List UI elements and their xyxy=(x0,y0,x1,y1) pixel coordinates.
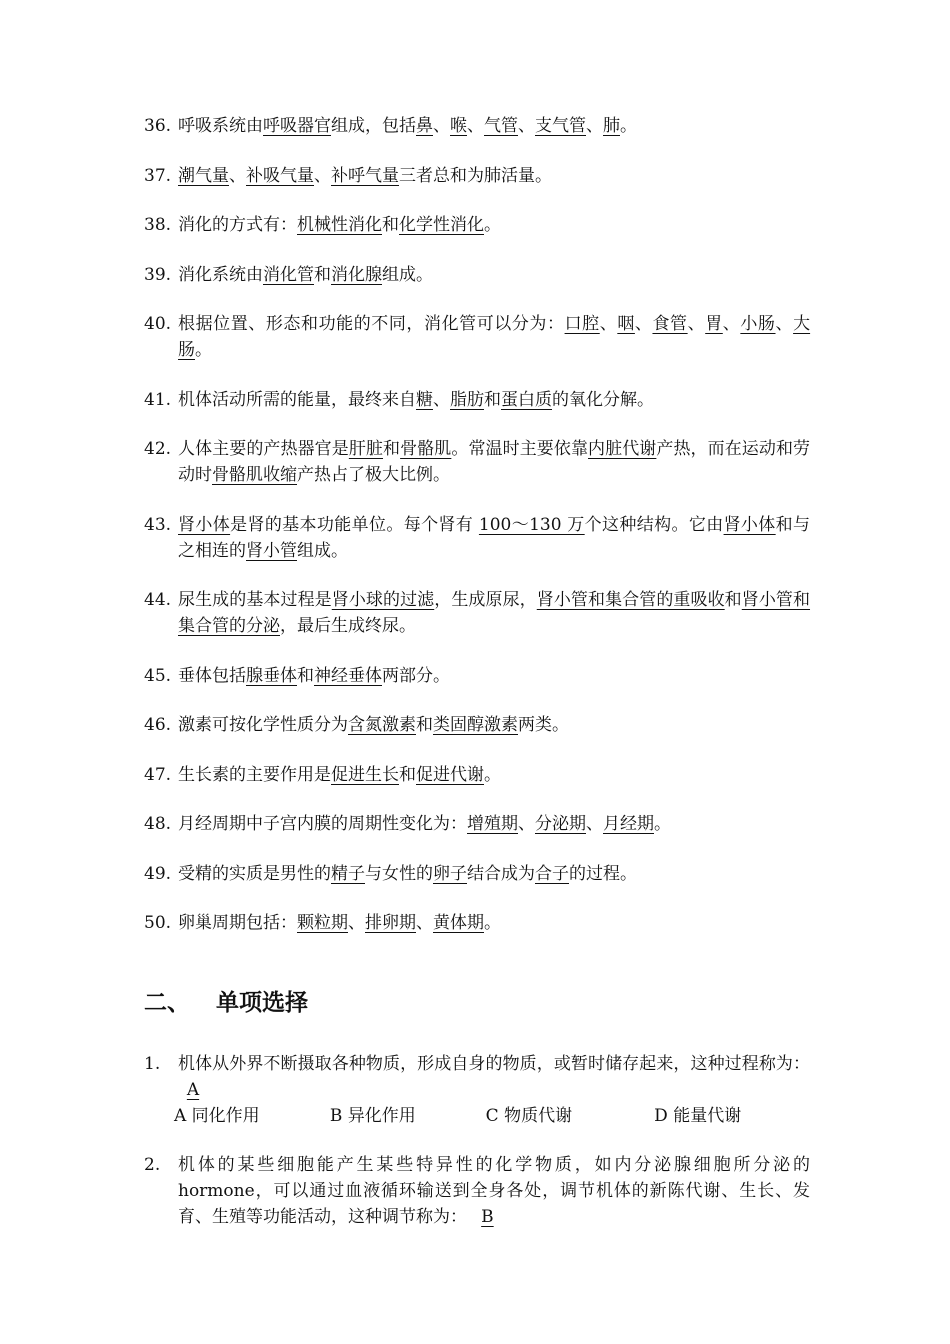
text-segment: 。 xyxy=(484,764,501,785)
option-d: D 能量代谢 xyxy=(654,1106,742,1126)
text-segment: 、 xyxy=(634,314,653,334)
answer-underlined: 喉 xyxy=(450,116,467,136)
item-number: 37. xyxy=(144,165,172,186)
answer-underlined: 肾小球的过滤 xyxy=(331,590,435,610)
answer-underlined: 气管 xyxy=(484,116,518,136)
answer-underlined: 糖 xyxy=(416,389,433,410)
question-text: 机体的某些细胞能产生某些特异性的化学物质，如内分泌腺细胞所分泌的hormone，可以通过血液循环输送到全身各处，调节机体的新陈代谢、生长、发育、生殖等功能活动，这种调节称为： B xyxy=(178,1152,810,1230)
answer-underlined: 肾小管和集合管的重吸收 xyxy=(536,590,725,610)
answer-underlined: 促进代谢 xyxy=(416,764,484,785)
text-segment: 两部分。 xyxy=(382,665,450,686)
answer-underlined: 胃 xyxy=(705,314,723,334)
item-number: 44. xyxy=(144,590,172,610)
text-segment: 、 xyxy=(518,814,535,834)
text-segment: 。 xyxy=(484,913,501,933)
answer-underlined: 肾小管 xyxy=(246,540,297,561)
answer-underlined: 黄体期 xyxy=(433,913,484,933)
fill-item xyxy=(144,811,810,837)
item-number: 47. xyxy=(144,764,172,785)
answer-underlined: 肾小管和集合管的分泌 xyxy=(178,590,811,636)
answer-underlined: 含氮激素 xyxy=(348,715,416,735)
text-segment: 组成。 xyxy=(382,264,433,285)
text-segment: 、 xyxy=(687,314,706,334)
answer-underlined: 补吸气量 xyxy=(246,165,314,186)
text-segment: 。 xyxy=(195,340,212,360)
answer-underlined: 颗粒期 xyxy=(297,913,348,933)
answer-underlined: 骨骼肌 xyxy=(400,439,452,459)
item-text xyxy=(178,436,810,488)
question-1 xyxy=(144,1051,810,1129)
fill-item xyxy=(144,762,810,788)
text-segment: 、 xyxy=(586,116,603,136)
item-number: 49. xyxy=(144,863,172,884)
answer-underlined: 潮气量 xyxy=(178,165,229,186)
item-number: 40. xyxy=(144,314,172,334)
answer-underlined: 肝脏 xyxy=(348,439,384,459)
item-number: 39. xyxy=(144,264,172,285)
answer-underlined: 骨骼肌收缩 xyxy=(212,465,297,485)
answer-underlined: 咽 xyxy=(617,314,635,334)
answer-underlined: 促进生长 xyxy=(331,764,399,785)
text-segment: 受精的实质是男性的 xyxy=(178,863,331,884)
item-text xyxy=(178,663,810,689)
answer-blank: B xyxy=(481,1207,494,1227)
answer-underlined: 排卵期 xyxy=(365,913,416,933)
text-segment: 的过程。 xyxy=(569,863,637,884)
text-segment: ，生成原尿， xyxy=(434,590,537,610)
text-segment: 和 xyxy=(382,215,399,235)
text-segment: 尿生成的基本过程是 xyxy=(178,590,332,610)
answer-underlined: 神经垂体 xyxy=(314,665,382,686)
item-text xyxy=(178,910,810,936)
text-segment: 个这种结构。它由 xyxy=(584,514,724,535)
item-number: 43. xyxy=(144,514,172,535)
text-segment: 和与之相连的 xyxy=(178,514,811,561)
fill-item xyxy=(144,712,810,738)
answer-underlined: 消化管 xyxy=(263,264,314,285)
text-segment: 、 xyxy=(467,116,484,136)
answer-underlined: 类固醇激素 xyxy=(433,715,518,735)
answer-underlined: 肺 xyxy=(603,116,620,136)
text-segment: 卵巢周期包括： xyxy=(178,913,297,933)
text-segment: 人体主要的产热器官是 xyxy=(178,439,349,459)
section-title: 单项选择 xyxy=(216,990,308,1016)
answer-underlined: 蛋白质 xyxy=(501,389,552,410)
option-c: C 物质代谢 xyxy=(485,1106,573,1126)
answer-underlined: 化学性消化 xyxy=(399,215,484,235)
answer-underlined: 合子 xyxy=(535,863,569,884)
item-text xyxy=(178,762,810,788)
item-number: 45. xyxy=(144,665,172,686)
text-segment: 组成。 xyxy=(297,540,348,561)
answer-underlined: 肾小体 xyxy=(178,514,231,535)
item-text xyxy=(178,587,810,639)
text-segment: 。 xyxy=(620,116,637,136)
text-segment: 机体活动所需的能量，最终来自 xyxy=(178,389,416,410)
item-number: 50. xyxy=(144,913,172,933)
answer-underlined: 机械性消化 xyxy=(297,215,382,235)
text-segment: 和 xyxy=(724,590,742,610)
item-text xyxy=(178,163,810,189)
item-text xyxy=(178,712,810,738)
fill-item xyxy=(144,212,810,238)
fill-item xyxy=(144,163,810,189)
fill-item xyxy=(144,512,810,564)
text-segment: 、 xyxy=(722,314,741,334)
item-number: 36. xyxy=(144,116,172,136)
answer-underlined: 分泌期 xyxy=(535,814,586,834)
text-segment: 两类。 xyxy=(518,715,569,735)
text-segment: 是肾的基本功能单位。每个肾有 xyxy=(230,514,479,535)
text-segment: 消化系统由 xyxy=(178,264,263,285)
text-segment: 、 xyxy=(314,165,331,186)
fill-item xyxy=(144,436,810,488)
text-segment: 和 xyxy=(314,264,331,285)
item-text xyxy=(178,811,810,837)
item-text xyxy=(178,113,810,139)
question-number: 1. xyxy=(144,1054,161,1074)
section-number: 二、 xyxy=(144,990,190,1016)
answer-underlined: 小肠 xyxy=(740,314,776,334)
text-segment: 呼吸系统由 xyxy=(178,116,263,136)
text-segment: 、 xyxy=(518,116,535,136)
answer-underlined: 口腔 xyxy=(564,314,600,334)
answer-underlined: 增殖期 xyxy=(467,814,518,834)
item-text xyxy=(178,212,810,238)
item-text xyxy=(178,387,810,413)
text-segment: 生长素的主要作用是 xyxy=(178,764,331,785)
text-segment: 和 xyxy=(416,715,433,735)
fill-in-list xyxy=(144,113,810,960)
answer-underlined: 月经期 xyxy=(603,814,654,834)
answer-underlined: 呼吸器官 xyxy=(263,116,331,136)
fill-item xyxy=(144,311,810,363)
item-number: 42. xyxy=(144,439,172,459)
question-text: 机体从外界不断摄取各种物质，形成自身的物质，或暂时储存起来，这种过程称为： A xyxy=(178,1051,810,1103)
question-2 xyxy=(144,1152,810,1230)
fill-item xyxy=(144,262,810,288)
answer-underlined: 鼻 xyxy=(416,116,433,136)
answer-underlined: 消化腺 xyxy=(331,264,382,285)
answer-underlined: 支气管 xyxy=(535,116,586,136)
text-segment: 产热，而在运动和劳动时 xyxy=(178,439,811,485)
answer-underlined: 食管 xyxy=(652,314,688,334)
fill-item xyxy=(144,861,810,887)
answer-underlined: 肾小体 xyxy=(723,514,776,535)
text-segment: 、 xyxy=(586,814,603,834)
answer-underlined: 腺垂体 xyxy=(246,665,297,686)
text-segment: ，最后生成终尿。 xyxy=(280,616,416,636)
text-segment: 和 xyxy=(297,665,314,686)
item-number: 38. xyxy=(144,215,172,235)
fill-item xyxy=(144,387,810,413)
text-segment: 和 xyxy=(383,439,401,459)
item-text xyxy=(178,311,810,363)
text-segment: 结合成为 xyxy=(467,863,535,884)
item-number: 41. xyxy=(144,389,172,410)
item-text xyxy=(178,262,810,288)
text-segment: 。 xyxy=(484,215,501,235)
text-segment: 、 xyxy=(416,913,433,933)
text-segment: 、 xyxy=(433,389,450,410)
text-segment: 、 xyxy=(229,165,246,186)
text-segment: 。常温时主要依靠 xyxy=(451,439,589,459)
fill-item xyxy=(144,663,810,689)
option-b: B 异化作用 xyxy=(329,1106,416,1126)
text-segment: 和 xyxy=(399,764,416,785)
answer-underlined: 内脏代谢 xyxy=(588,439,657,459)
text-segment: 、 xyxy=(433,116,450,136)
text-segment: 与女性的 xyxy=(365,863,433,884)
text-segment: 消化的方式有： xyxy=(178,215,297,235)
item-text xyxy=(178,512,810,564)
answer-underlined: 补呼气量 xyxy=(331,165,399,186)
text-segment: 和 xyxy=(484,389,501,410)
fill-item xyxy=(144,587,810,639)
text-segment: 、 xyxy=(599,314,618,334)
option-a: A 同化作用 xyxy=(174,1106,260,1126)
item-number: 46. xyxy=(144,715,172,735)
fill-item xyxy=(144,113,810,139)
text-segment: 组成，包括 xyxy=(331,116,416,136)
item-text xyxy=(178,861,810,887)
fill-item xyxy=(144,910,810,936)
text-segment: 的氧化分解。 xyxy=(552,389,654,410)
answer-underlined: 100～130 万 xyxy=(478,514,585,535)
answer-underlined: 精子 xyxy=(331,863,365,884)
text-segment: 垂体包括 xyxy=(178,665,246,686)
answer-underlined: 脂肪 xyxy=(450,389,484,410)
answer-underlined: 卵子 xyxy=(433,863,467,884)
text-segment: 激素可按化学性质分为 xyxy=(178,715,348,735)
section-heading xyxy=(144,984,308,1017)
text-segment: 产热占了极大比例。 xyxy=(297,465,450,485)
options-row xyxy=(174,1103,810,1129)
answer-underlined: 大肠 xyxy=(178,314,811,360)
item-number: 48. xyxy=(144,814,172,834)
text-segment: 。 xyxy=(654,814,671,834)
text-segment: 根据位置、形态和功能的不同，消化管可以分为： xyxy=(178,314,565,334)
answer-blank: A xyxy=(186,1080,200,1100)
text-segment: 三者总和为肺活量。 xyxy=(399,165,552,186)
text-segment: 月经周期中子宫内膜的周期性变化为： xyxy=(178,814,467,834)
text-segment: 、 xyxy=(775,314,794,334)
text-segment: 、 xyxy=(348,913,365,933)
question-number: 2. xyxy=(144,1155,161,1175)
